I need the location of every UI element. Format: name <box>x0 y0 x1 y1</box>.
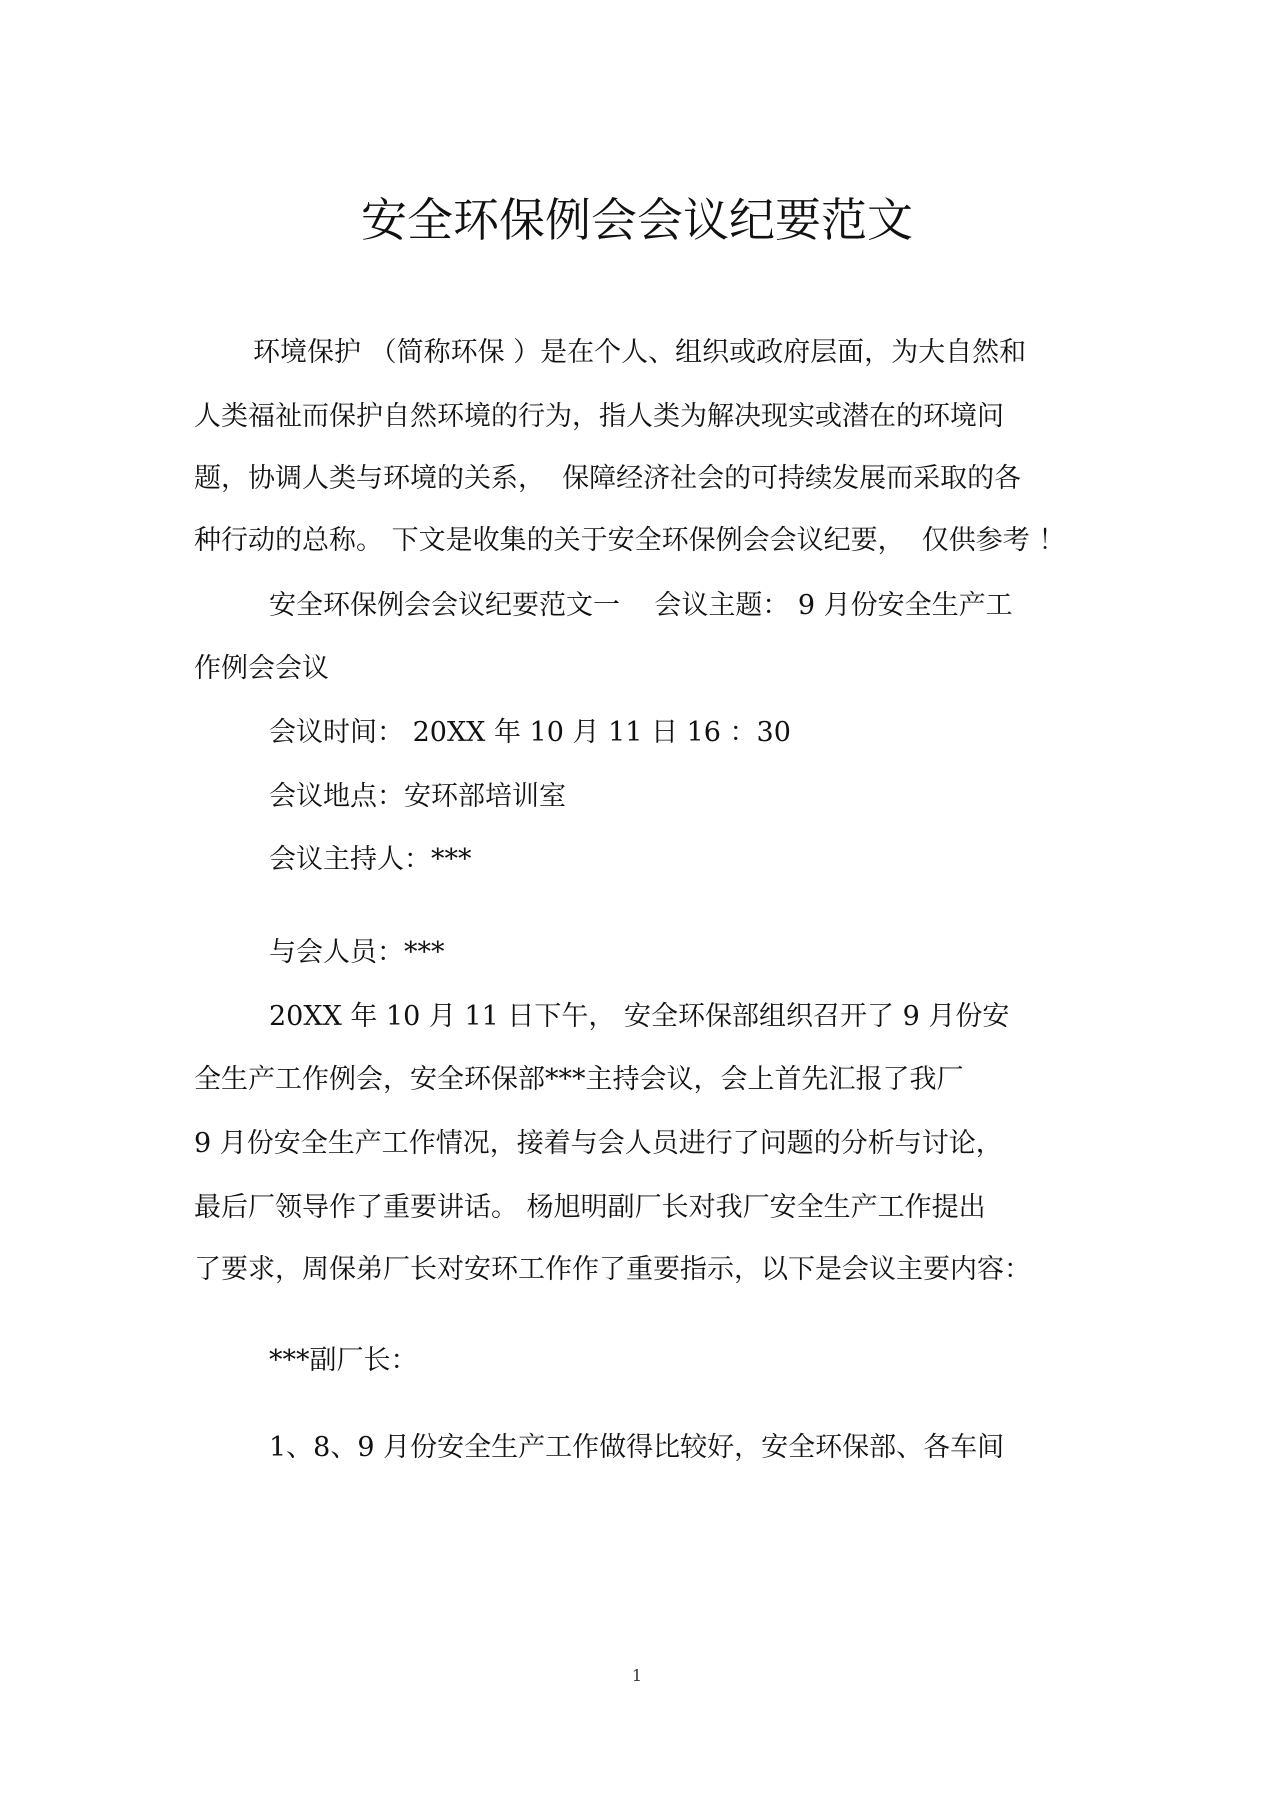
page-number: 1 <box>631 1666 643 1685</box>
meeting-location: 会议地点：安环部培训室 <box>269 781 566 812</box>
paragraph-line: 人类福祉而保护自然环境的行为，指人类为解决现实或潜在的环境问 <box>194 401 1004 432</box>
paragraph-line: 作例会会议 <box>194 653 329 684</box>
speaker-heading: ***副厂长： <box>269 1345 418 1376</box>
paragraph-line: 1、8、9 月份安全生产工作做得比较好，安全环保部、各车间 <box>269 1432 1005 1463</box>
paragraph-line: 9 月份安全生产工作情况，接着与会人员进行了问题的分析与讨论， <box>194 1128 1003 1159</box>
document-title: 安全环保例会会议纪要范文 <box>361 193 913 247</box>
paragraph-line: 安全环保例会会议纪要范文一 会议主题： 9 月份安全生产工 <box>269 590 1013 621</box>
meeting-attendees: 与会人员：*** <box>269 937 445 968</box>
paragraph-line: 最后厂领导作了重要讲话。 杨旭明副厂长对我厂安全生产工作提出 <box>194 1192 986 1223</box>
paragraph-line: 了要求，周保弟厂长对安环工作作了重要指示，以下是会议主要内容： <box>194 1254 1031 1285</box>
paragraph-line: 环境保护 （简称环保 ）是在个人、组织或政府层面，为大自然和 <box>253 337 1027 368</box>
paragraph-line: 种行动的总称。 下文是收集的关于安全环保例会会议纪要， 仅供参考 ！ <box>194 525 1066 556</box>
meeting-host: 会议主持人：*** <box>269 844 472 875</box>
paragraph-line: 题，协调人类与环境的关系， 保障经济社会的可持续发展而采取的各 <box>194 463 1022 494</box>
meeting-time: 会议时间： 20XX 年 10 月 11 日 16 ：30 <box>269 717 791 748</box>
paragraph-line: 全生产工作例会，安全环保部***主持会议，会上首先汇报了我厂 <box>194 1064 964 1095</box>
paragraph-line: 20XX 年 10 月 11 日下午， 安全环保部组织召开了 9 月份安 <box>269 1001 1010 1032</box>
